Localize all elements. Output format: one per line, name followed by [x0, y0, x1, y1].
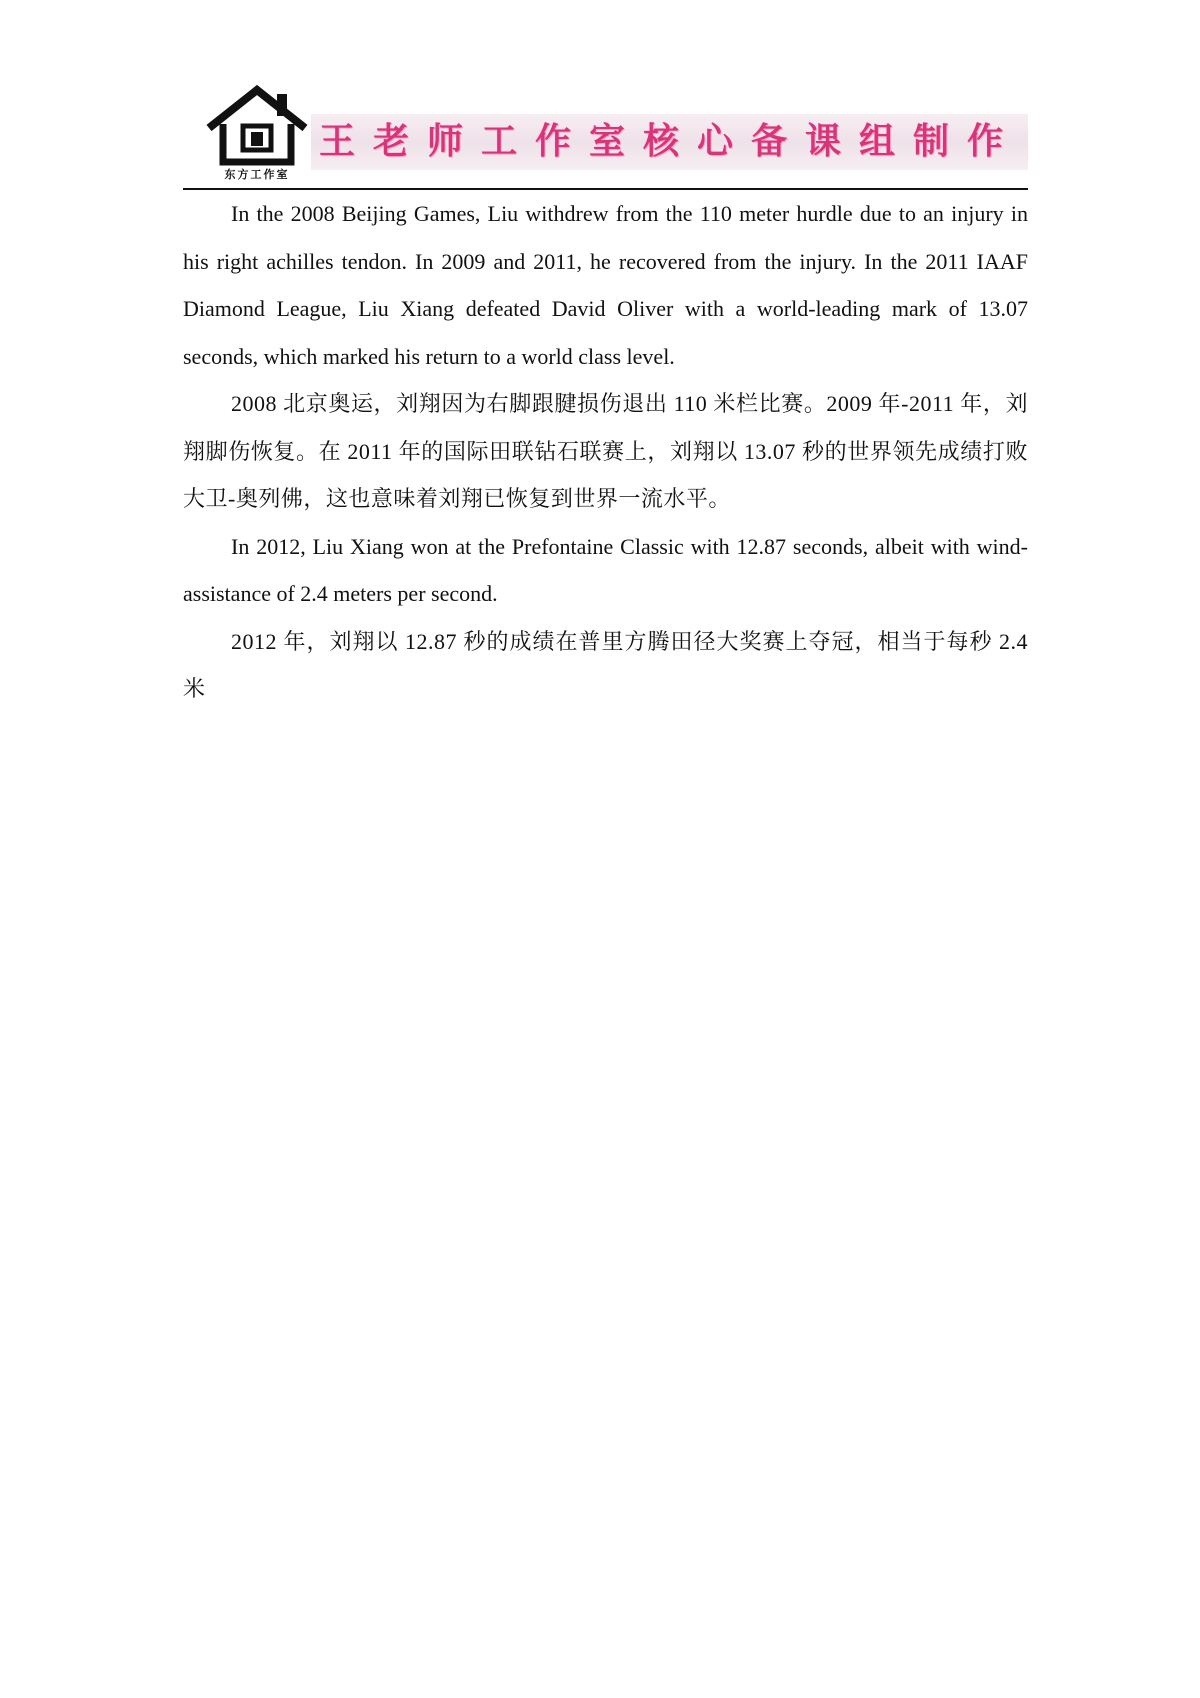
logo-caption: 东方工作室: [224, 168, 290, 181]
paragraph-chinese-1: 2008 北京奥运，刘翔因为右脚跟腱损伤退出 110 米栏比赛。2009 年-2011 年，刘翔脚伤恢复。在 2011 年的国际田联钻石联赛上，刘翔以 13.07 秒的世界领先成绩打败大卫-奥列佛，这也意味着刘翔已恢复到世界一流水平。: [183, 391, 1028, 511]
studio-logo: [203, 84, 311, 186]
house-icon: [203, 84, 311, 170]
paragraph-english-1: In the 2008 Beijing Games, Liu withdrew from the 110 meter hurdle due to an injury in his right achilles tendon. In 2009 and 2011, he recovered from the injury. In the 2011 IAAF Diamond League, Liu Xiang defeated David Oliver with a world-leading mark of 13.07 seconds, which marked his return to a world class level.: [183, 201, 1028, 369]
document-body: [183, 190, 1028, 713]
paragraph-chinese-2: 2012 年，刘翔以 12.87 秒的成绩在普里方腾田径大奖赛上夺冠，相当于每秒 2.4 米: [183, 628, 1028, 701]
page-header: [183, 84, 1028, 188]
paragraph-english-2: In 2012, Liu Xiang won at the Prefontaine Classic with 12.87 seconds, albeit with wind-assistance of 2.4 meters per second.: [183, 533, 1028, 606]
header-banner: [311, 114, 1028, 170]
banner-title: 王老师工作室核心备课组制作: [319, 121, 1022, 162]
